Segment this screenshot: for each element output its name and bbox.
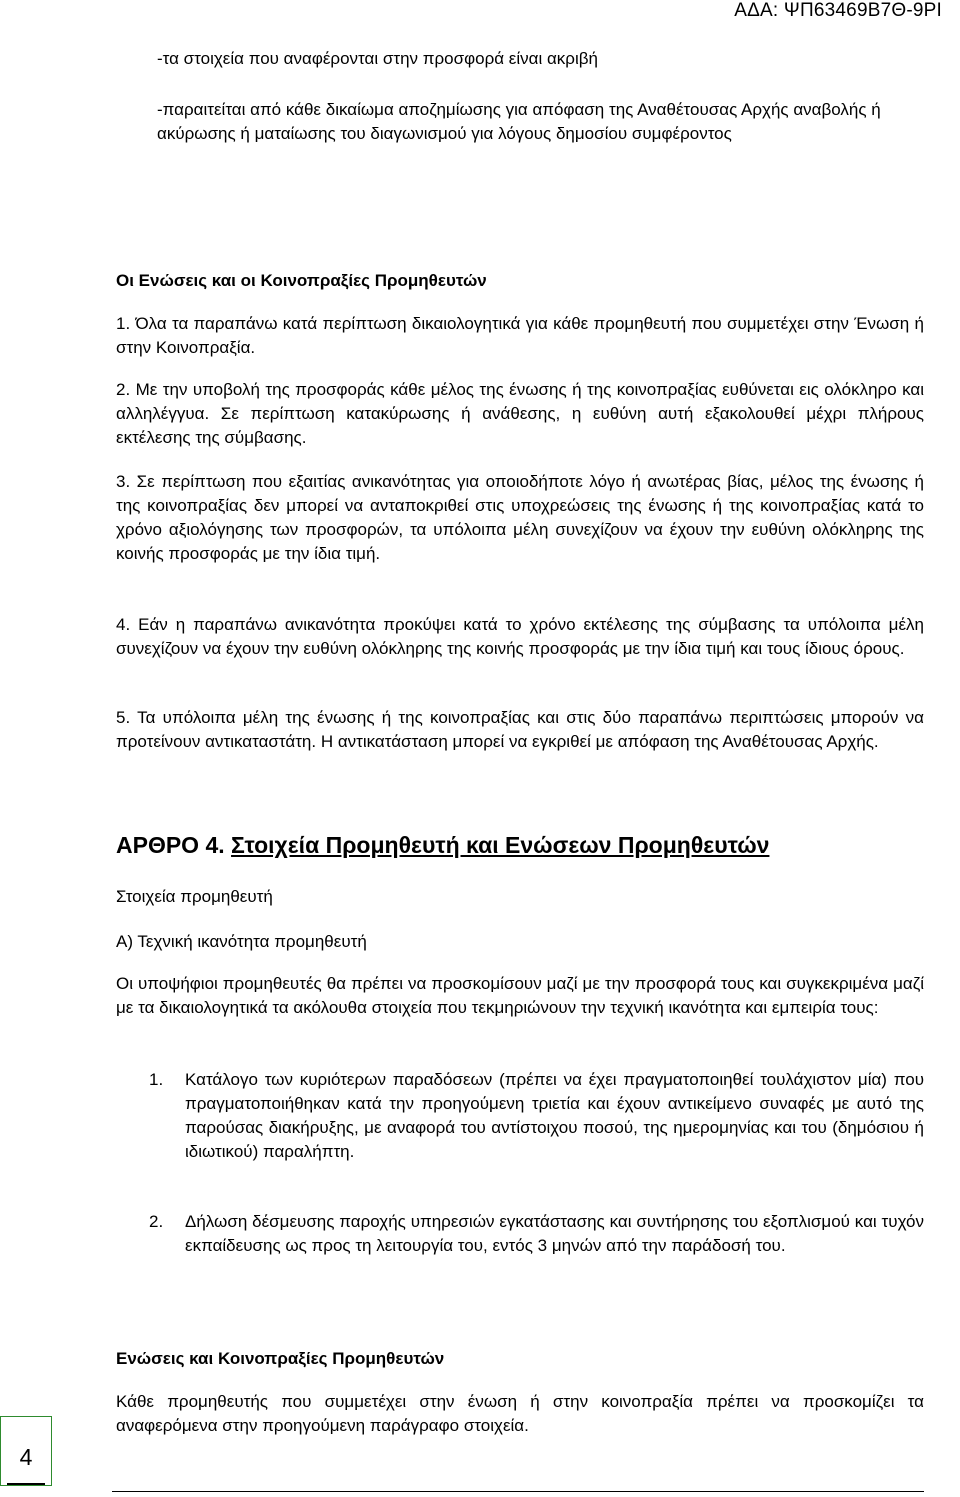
list-item-number: 2.	[149, 1212, 164, 1231]
unions-paragraph-2: 2. Με την υποβολή της προσφοράς κάθε μέλος της ένωσης ή της κοινοπραξίας ευθύνεται εις ολόκληρο και αλληλέγγυα. Σε περίπτωση κατακύρωσης ή ανάθεσης, η ευθύνη αυτή εξακολουθεί μέχρι πλήρους εκτέλεσης της σύμβασης.	[116, 380, 924, 447]
intro-paragraph: Οι υποψήφιοι προμηθευτές θα πρέπει να προσκομίσουν μαζί με την προσφορά τους και συγκεκριμένα μαζί με τα δικαιολογητικά τα ακόλουθα στοιχεία που τεκμηριώνουν την τεχνική ικανότητα και εμπειρία τους:	[116, 974, 924, 1017]
list-item-number: 1.	[149, 1070, 164, 1089]
list-item: Κατάλογο των κυριότερων παραδόσεων (πρέπει να έχει πραγματοποιηθεί τουλάχιστον μία) που πραγματοποιήθηκαν κατά την προηγούμενη τριετία και έχουν αντικείμενο συναφές με αυτό της παρούσας διακήρυξης, με αναφορά του αντίστοιχου ποσού, της ημερομηνίας και του (δημόσιου ή ιδιωτικού) παραλήπτη.	[185, 1070, 924, 1161]
unions-final-paragraph: Κάθε προμηθευτής που συμμετέχει στην ένωση ή στην κοινοπραξία πρέπει να προσκομίζει τα αναφερόμενα στην προηγούμενη παράγραφο στοιχεία.	[116, 1392, 924, 1435]
article-title	[116, 832, 769, 859]
unions-paragraph-1: 1. Όλα τα παραπάνω κατά περίπτωση δικαιολογητικά για κάθε προμηθευτή που συμμετέχει στην Ένωση ή στην Κοινοπραξία.	[116, 314, 924, 357]
ada-code: ΑΔΑ: ΨΠ63469Β7Θ-9ΡΙ	[734, 0, 942, 21]
footer-divider	[112, 1491, 924, 1492]
supplier-heading: Στοιχεία προμηθευτή	[116, 887, 273, 906]
article-title-text: Στοιχεία Προμηθευτή και Ενώσεων Προμηθευτών	[231, 832, 770, 858]
list-item: Δήλωση δέσμευσης παροχής υπηρεσιών εγκατάστασης και συντήρησης του εξοπλισμού και τυχόν εκπαίδευσης ως προς τη λειτουργία του, εντός 3 μηνών από την παράδοσή του.	[185, 1212, 924, 1255]
top-item-1: -τα στοιχεία που αναφέρονται στην προσφορά είναι ακριβή	[157, 49, 598, 68]
unions-paragraph-3: 3. Σε περίπτωση που εξαιτίας ανικανότητας για οποιοδήποτε λόγο ή ανωτέρας βίας, μέλος της ένωσης ή της κοινοπραξίας δεν μπορεί να ανταποκριθεί στις υποχρεώσεις της ένωσης ή της κοινοπραξίας κατά το χρόνο αξιολόγησης των προσφορών, τα υπόλοιπα μέλη συνεχίζουν να έχουν την ευθύνη ολόκληρης της κοινής προσφοράς με την ίδια τιμή.	[116, 472, 924, 563]
section-a-heading: Α) Τεχνική ικανότητα προμηθευτή	[116, 932, 367, 951]
page-number-underline	[7, 1483, 45, 1485]
unions-paragraph-4: 4. Εάν η παραπάνω ανικανότητα προκύψει κατά το χρόνο εκτέλεσης της σύμβασης τα υπόλοιπα μέλη συνεχίζουν να έχουν την ευθύνη ολόκληρης της κοινής προσφοράς με την ίδια τιμή και τους ίδιους όρους.	[116, 615, 924, 658]
unions-subheading: Ενώσεις και Κοινοπραξίες Προμηθευτών	[116, 1349, 445, 1368]
top-item-2: -παραιτείται από κάθε δικαίωμα αποζημίωσης για απόφαση της Αναθέτουσας Αρχής αναβολής ή ακύρωσης ή ματαίωσης του διαγωνισμού για λόγους δημοσίου συμφέροντος	[157, 100, 881, 143]
unions-heading: Οι Ενώσεις και οι Κοινοπραξίες Προμηθευτών	[116, 271, 487, 290]
page-number: 4	[19, 1444, 33, 1470]
article-prefix: ΑΡΘΡΟ 4.	[116, 832, 225, 858]
unions-paragraph-5: 5. Τα υπόλοιπα μέλη της ένωσης ή της κοινοπραξίας και στις δύο παραπάνω περιπτώσεις μπορούν να προτείνουν αντικαταστάτη. Η αντικατάσταση μπορεί να εγκριθεί με απόφαση της Αναθέτουσας Αρχής.	[116, 708, 924, 751]
